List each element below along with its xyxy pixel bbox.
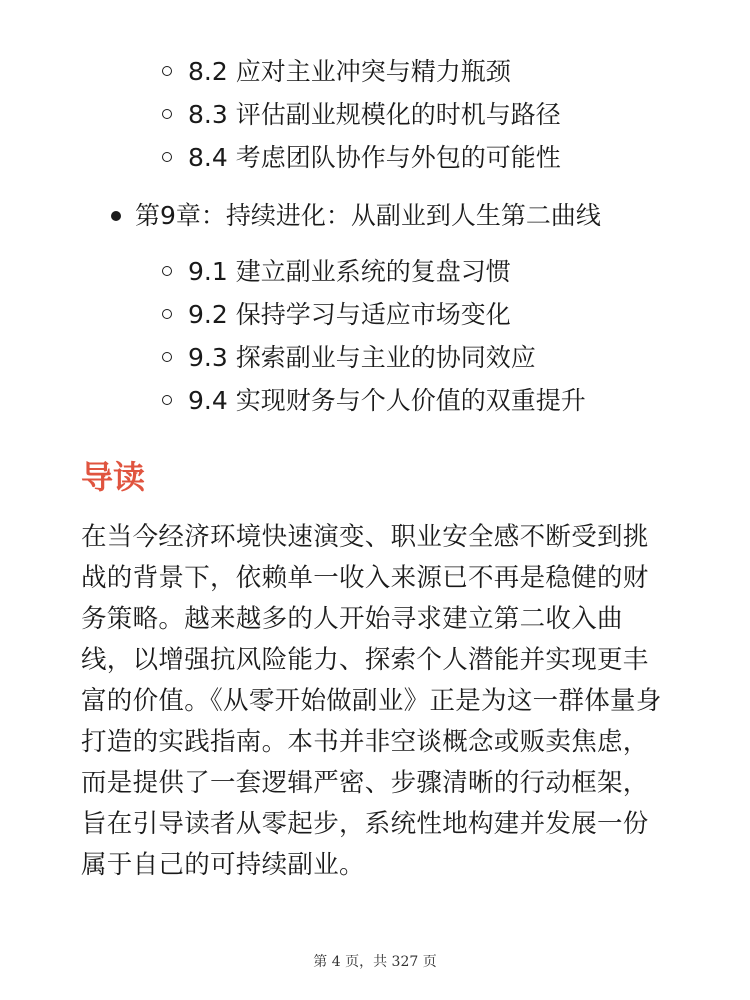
hollow-circle-bullet-icon [162,152,172,162]
toc-item-number: 8.2 [188,57,228,86]
intro-paragraph: 在当今经济环境快速演变、职业安全感不断受到挑战的背景下，依赖单一收入来源已不再是稳健的财务策略。越来越多的人开始寻求建立第二收入曲线，以增强抗风险能力、探索个人潜能并实现更丰富的价值。《从零开始做副业》正是为这一群体量身打造的实践指南。本书并非空谈概念或贩卖焦虑，而是提供了一套逻辑严密、步骤清晰的行动框架，旨在引导读者从零起步，系统性地构建并发展一份属于自己的可持续副业。 [81,522,662,880]
solid-circle-bullet-icon [111,211,121,221]
toc-chapter-label: 第9章：持续进化：从副业到人生第二曲线 [135,201,601,230]
hollow-circle-bullet-icon [162,352,172,362]
toc-item-8-3[interactable] [0,93,750,136]
toc-item-number: 9.3 [188,343,228,372]
hollow-circle-bullet-icon [162,309,172,319]
chapter-9-subsection-list [0,250,750,422]
toc-chapter-9[interactable] [0,196,601,236]
page-number-footer: 第 4 页，共 327 页 [313,954,437,970]
toc-item-number: 9.1 [188,257,228,286]
toc-item-9-4[interactable] [0,379,750,422]
toc-item-9-1[interactable] [0,250,750,293]
toc-item-number: 8.3 [188,100,228,129]
toc-item-title: 应对主业冲突与精力瓶颈 [235,57,511,86]
chapter-8-subsection-list [0,50,750,179]
toc-item-number: 8.4 [188,143,228,172]
hollow-circle-bullet-icon [162,66,172,76]
toc-item-title: 保持学习与适应市场变化 [235,300,511,329]
toc-item-title: 探索副业与主业的协同效应 [235,343,536,372]
intro-heading: 导读 [81,458,146,496]
toc-item-title: 考虑团队协作与外包的可能性 [235,143,561,172]
toc-item-8-2[interactable] [0,50,750,93]
toc-item-number: 9.4 [188,386,228,415]
toc-item-number: 9.2 [188,300,228,329]
toc-item-8-4[interactable] [0,136,750,179]
hollow-circle-bullet-icon [162,266,172,276]
hollow-circle-bullet-icon [162,395,172,405]
toc-item-title: 建立副业系统的复盘习惯 [235,257,511,286]
toc-item-title: 评估副业规模化的时机与路径 [235,100,561,129]
toc-item-9-2[interactable] [0,293,750,336]
toc-item-title: 实现财务与个人价值的双重提升 [235,386,586,415]
hollow-circle-bullet-icon [162,109,172,119]
toc-item-9-3[interactable] [0,336,750,379]
